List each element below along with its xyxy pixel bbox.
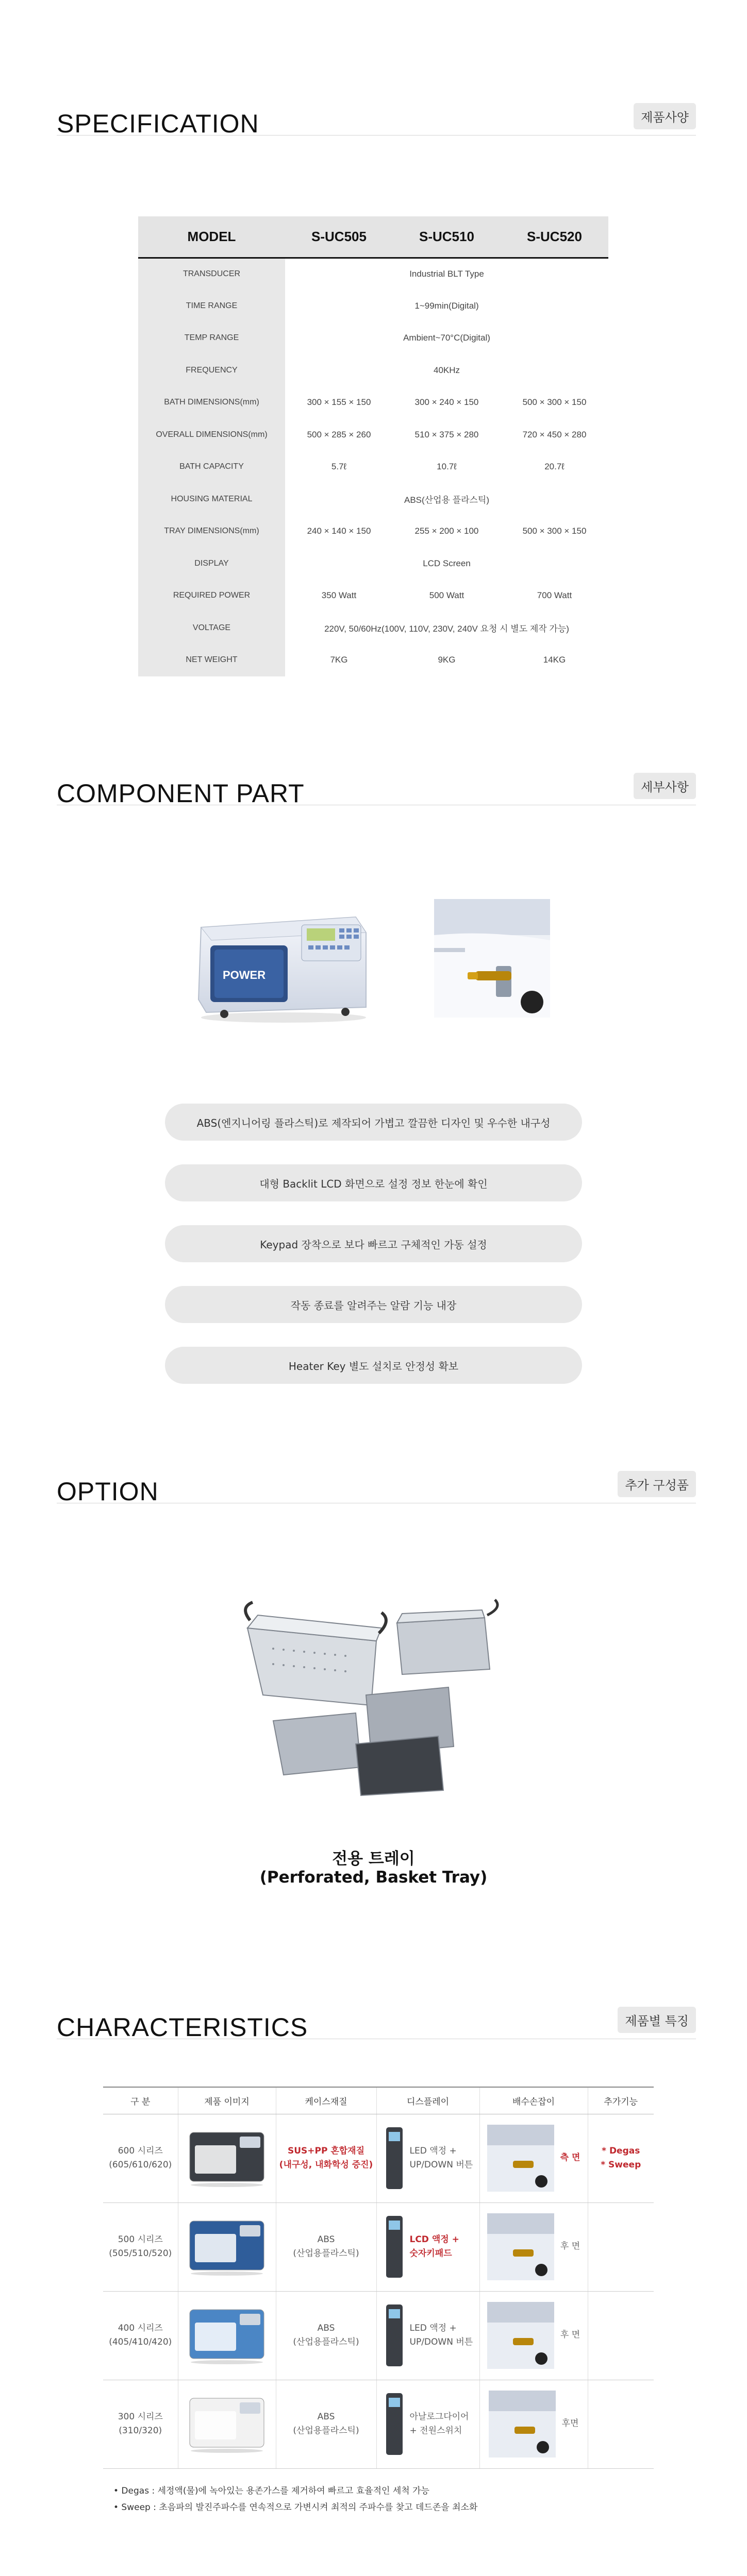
spec-cell: 9KG [438, 655, 456, 665]
spec-row [138, 515, 608, 548]
spec-cell: 14KG [543, 655, 566, 665]
spec-row-label: BATH DIMENSIONS(mm) [138, 386, 285, 419]
char-header-cell: 디스플레이 [376, 2087, 479, 2114]
option-caption-title: 전용 트레이 [332, 1850, 415, 1868]
case-material: ABS [317, 2323, 335, 2333]
display-controls: UP/DOWN 버튼 [409, 2160, 473, 2170]
spec-header-cell: S-UC510 [393, 216, 501, 258]
spec-cell: 720 × 450 × 280 [522, 429, 587, 439]
spec-cell: 350 Watt [321, 590, 357, 601]
drain-position: 후면 [561, 2418, 579, 2429]
component-feature-pill: ABS(엔지니어링 플라스틱)로 제작되어 가볍고 깔끔한 디자인 및 우수한 내구성 [165, 1104, 582, 1141]
spec-row [138, 644, 608, 676]
char-series-cell [103, 2380, 178, 2468]
spec-row [138, 419, 608, 451]
display-panel-image [384, 2391, 405, 2458]
char-header-cell: 구 분 [103, 2087, 178, 2114]
characteristics-section-header [57, 2009, 696, 2040]
section-title: SPECIFICATION [57, 109, 259, 138]
case-material: SUS+PP 혼합재질 [287, 2145, 365, 2156]
char-row [103, 2291, 654, 2380]
char-image-cell [178, 2114, 276, 2202]
spec-row [138, 258, 608, 290]
drain-position: 후 면 [560, 2330, 580, 2341]
series-name: 400 시리즈 [118, 2323, 163, 2333]
section-badge: 제품별 특징 [618, 2007, 696, 2033]
spec-cell-merged: 220V, 50/60Hz(100V, 110V, 230V, 240V 요청 시 별도 제작 가능) [324, 624, 569, 634]
spec-row-label: TEMP RANGE [138, 322, 285, 354]
char-case-cell [276, 2202, 376, 2291]
char-header-cell: 케이스재질 [276, 2087, 376, 2114]
spec-cell-merged: 40KHz [433, 365, 460, 375]
case-material: ABS [317, 2234, 335, 2245]
spec-header-row [138, 216, 608, 258]
char-header-cell: 추가기능 [588, 2087, 654, 2114]
cleaner-product-image [191, 896, 376, 1025]
spec-cell: 510 × 375 × 280 [414, 429, 479, 439]
spec-row-label: TRANSDUCER [138, 258, 285, 290]
drain-handle-image [487, 2125, 554, 2192]
display-type: 아날로그다이어 [409, 2411, 469, 2422]
char-display-cell [376, 2291, 479, 2380]
spec-row [138, 483, 608, 516]
drain-handle-image [487, 2213, 554, 2280]
display-panel-image [384, 2213, 405, 2280]
char-case-cell [276, 2291, 376, 2380]
char-image-cell [178, 2202, 276, 2291]
char-drain-cell [479, 2380, 588, 2468]
series-name: 300 시리즈 [118, 2411, 163, 2422]
device-brand-text: POWER [223, 969, 266, 981]
spec-cell-merged: Ambient~70°C(Digital) [403, 333, 490, 343]
tray-set-image [242, 1592, 510, 1798]
display-type: LED 액정 + [409, 2145, 457, 2156]
option-caption-subtitle: (Perforated, Basket Tray) [259, 1868, 488, 1887]
spec-cell: 500 × 285 × 260 [307, 429, 371, 439]
drain-position: 측 면 [560, 2153, 580, 2163]
case-material-detail: (내구성, 내화학성 증진) [279, 2160, 373, 2170]
drain-handle-image [489, 2391, 556, 2458]
series-models: (310/320) [119, 2426, 162, 2436]
characteristics-table [103, 2087, 654, 2469]
char-header-cell: 배수손잡이 [479, 2087, 588, 2114]
char-image-cell [178, 2380, 276, 2468]
char-display-cell [376, 2202, 479, 2291]
spec-cell: 300 × 155 × 150 [307, 397, 371, 408]
series-product-image [186, 2211, 268, 2278]
display-controls: + 전원스위치 [409, 2426, 462, 2436]
series-name: 600 시리즈 [118, 2145, 163, 2156]
spec-row-label: TRAY DIMENSIONS(mm) [138, 515, 285, 548]
char-image-cell [178, 2291, 276, 2380]
extra-function: * Sweep [601, 2160, 641, 2170]
spec-cell: 500 × 300 × 150 [522, 526, 587, 536]
spec-header-cell: S-UC520 [501, 216, 608, 258]
char-header-row [103, 2087, 654, 2114]
spec-row-label: BATH CAPACITY [138, 451, 285, 483]
component-section-header [57, 775, 696, 806]
spec-row [138, 580, 608, 612]
spec-cell: 500 Watt [429, 590, 464, 601]
drain-position: 후 면 [560, 2241, 580, 2252]
char-series-cell [103, 2114, 178, 2202]
display-panel-image [384, 2302, 405, 2369]
series-models: (405/410/420) [109, 2337, 172, 2347]
char-drain-cell [479, 2202, 588, 2291]
spec-row [138, 451, 608, 483]
display-type: LED 액정 + [409, 2323, 457, 2333]
section-title: CHARACTERISTICS [57, 2013, 308, 2042]
spec-header-cell: S-UC505 [285, 216, 393, 258]
spec-row [138, 386, 608, 419]
section-title: OPTION [57, 1477, 159, 1506]
char-series-cell [103, 2202, 178, 2291]
spec-row [138, 612, 608, 645]
case-material: ABS [317, 2411, 335, 2422]
section-badge: 추가 구성품 [618, 1471, 696, 1497]
char-display-cell [376, 2380, 479, 2468]
display-panel-image [384, 2125, 405, 2192]
spec-row-label: OVERALL DIMENSIONS(mm) [138, 419, 285, 451]
spec-row [138, 548, 608, 580]
drain-valve-closeup-image [434, 899, 550, 1018]
series-models: (605/610/620) [109, 2160, 172, 2170]
spec-cell: 5.7ℓ [331, 462, 347, 472]
char-display-cell [376, 2114, 479, 2202]
spec-cell: 255 × 200 × 100 [414, 526, 479, 536]
spec-table [138, 216, 608, 676]
section-badge: 세부사항 [634, 773, 696, 799]
spec-row [138, 290, 608, 323]
spec-row-label: REQUIRED POWER [138, 580, 285, 612]
spec-cell: 240 × 140 × 150 [307, 526, 371, 536]
case-material-detail: (산업용플라스틱) [293, 2337, 359, 2347]
spec-cell: 10.7ℓ [437, 462, 457, 472]
spec-row-label: TIME RANGE [138, 290, 285, 323]
series-name: 500 시리즈 [118, 2234, 163, 2245]
case-material-detail: (산업용플라스틱) [293, 2426, 359, 2436]
spec-cell: 700 Watt [537, 590, 572, 601]
char-extra-cell [588, 2114, 654, 2202]
spec-cell: 300 × 240 × 150 [414, 397, 479, 408]
spec-row-label: HOUSING MATERIAL [138, 483, 285, 516]
char-drain-cell [479, 2291, 588, 2380]
option-section-header [57, 1473, 696, 1504]
char-row [103, 2202, 654, 2291]
degas-note: • Degas : 세정액(물)에 녹아있는 용존가스를 제거하여 빠르고 효율적인 세척 가능 [113, 2486, 429, 2496]
section-title: COMPONENT PART [57, 779, 305, 808]
char-series-cell [103, 2291, 178, 2380]
case-material-detail: (산업용플라스틱) [293, 2248, 359, 2259]
char-extra-cell [588, 2291, 654, 2380]
display-controls: UP/DOWN 버튼 [409, 2337, 473, 2347]
spec-cell-merged: Industrial BLT Type [409, 269, 484, 279]
spec-cell-merged: LCD Screen [423, 558, 471, 568]
series-product-image [186, 2122, 268, 2189]
char-row [103, 2114, 654, 2202]
spec-section-header [57, 106, 696, 137]
char-case-cell [276, 2114, 376, 2202]
spec-cell-merged: 1~99min(Digital) [414, 300, 479, 311]
char-case-cell [276, 2380, 376, 2468]
component-feature-pill: 작동 종료를 알려주는 알람 기능 내장 [165, 1286, 582, 1323]
char-extra-cell [588, 2202, 654, 2291]
component-feature-pill: Keypad 장착으로 보다 빠르고 구체적인 가동 설정 [165, 1225, 582, 1262]
display-type: LCD 액정 + [409, 2234, 459, 2245]
spec-row-label: FREQUENCY [138, 354, 285, 387]
drain-handle-image [487, 2302, 554, 2369]
component-feature-pill: 대형 Backlit LCD 화면으로 설정 정보 한눈에 확인 [165, 1164, 582, 1201]
spec-row-label: NET WEIGHT [138, 644, 285, 676]
series-product-image [186, 2299, 268, 2366]
spec-cell: 500 × 300 × 150 [522, 397, 587, 408]
display-controls: 숫자키패드 [409, 2248, 452, 2259]
extra-function: * Degas [602, 2145, 640, 2156]
spec-cell-merged: ABS(산업용 플라스틱) [404, 495, 490, 505]
char-drain-cell [479, 2114, 588, 2202]
component-feature-pill: Heater Key 별도 설치로 안정성 확보 [165, 1347, 582, 1384]
spec-row [138, 354, 608, 387]
sweep-note: • Sweep : 초음파의 발진주파수를 연속적으로 가변시켜 최적의 주파수를 찾고 데드존을 최소화 [113, 2502, 478, 2513]
section-badge: 제품사양 [634, 103, 696, 129]
spec-row-label: VOLTAGE [138, 612, 285, 645]
spec-cell: 20.7ℓ [544, 462, 565, 472]
spec-cell: 7KG [330, 655, 348, 665]
spec-row [138, 322, 608, 354]
series-models: (505/510/520) [109, 2248, 172, 2259]
char-header-cell: 제품 이미지 [178, 2087, 276, 2114]
series-product-image [186, 2388, 268, 2455]
char-extra-cell [588, 2380, 654, 2468]
spec-header-cell: MODEL [138, 216, 285, 258]
char-row [103, 2380, 654, 2468]
spec-row-label: DISPLAY [138, 548, 285, 580]
